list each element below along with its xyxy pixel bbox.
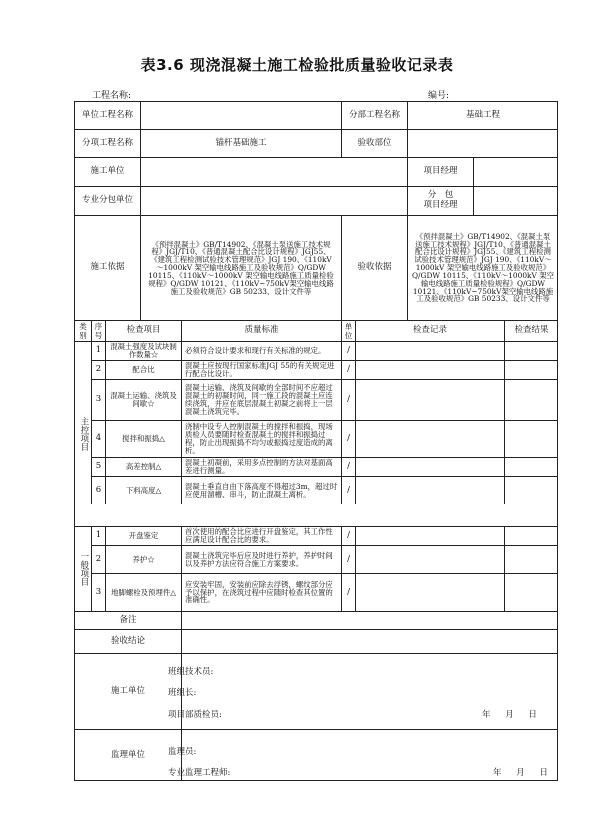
construction-unit-value[interactable]: [140, 157, 407, 186]
general-group-label: 一般项目: [74, 526, 91, 611]
division-value[interactable]: 基础工程: [407, 101, 558, 129]
item-standard: 必须符合设计要求和现行有关标准的规定。: [181, 341, 341, 360]
remark-value[interactable]: [181, 611, 558, 629]
item-record-cell[interactable]: [355, 420, 504, 457]
project-name-label: 工程名称:: [92, 91, 132, 101]
item-name: 开盘鉴定: [105, 526, 181, 545]
item-standard: 混凝土运输、浇筑及间歇的全部时间不应超过混凝土的初凝时间，同一施工段的混凝土应连续浇筑，并应在底层混凝土初凝之前将上一层混凝土浇筑完毕。: [181, 379, 341, 420]
item-seq: 2: [91, 360, 105, 379]
item-seq: 5: [91, 457, 105, 476]
project-qc-label: 项目部质检员:: [168, 710, 222, 720]
item-record-cell[interactable]: [355, 341, 504, 360]
serial-number-label: 编号:: [428, 91, 450, 101]
category-header: 类别: [74, 320, 91, 341]
item-unit: /: [341, 476, 355, 504]
item-record-cell[interactable]: [355, 379, 504, 420]
item-standard: 混凝土垂直自由下落高度不得超过3m，超过时应使用溜槽、串斗，防止混凝土离析。: [181, 476, 341, 504]
item-name: 下料高度△: [105, 476, 181, 504]
main-control-group-label: 主控项目: [74, 341, 91, 526]
item-name: 养护☆: [105, 545, 181, 573]
item-unit: /: [341, 526, 355, 545]
item-name: 高差控制△: [105, 457, 181, 476]
construction-unit-label: 施工单位: [74, 157, 140, 186]
item-standard: 混凝土浇筑完毕后应及时进行养护，养护时间以及养护方法应符合施工方案要求。: [181, 545, 341, 573]
item-name: 配合比: [105, 360, 181, 379]
item-name: 地脚螺栓及预埋件△: [105, 573, 181, 611]
subdivision-value[interactable]: 锚杆基础施工: [140, 129, 341, 157]
subcontract-manager-value[interactable]: [473, 186, 558, 215]
team-leader-label: 班组长:: [168, 688, 197, 698]
acceptance-basis-text: 《预拌混凝土》GB/T14902、《混凝土泵送施工技术规程》JGJ/T10、《普通混凝土配合比设计规程》JGJ55、《建筑工程检测试验技术管理规范》JGJ 190、《110kV～1000kV 架空输电线路施工及验收规范》Q/GDW 10115、《110kV～1000kV 架空输电线路施工质量检验规程》Q/GDW 10121、《110kV~750kV架空输电线路施工及验收规范》GB 50233、设计文件等: [407, 215, 558, 320]
construction-date: 年 月 日: [482, 710, 537, 720]
construction-basis-text: 《预拌混凝土》GB/T14902、《混凝土泵送施工技术规程》JGJ/T10、《普通混凝土配合比设计规程》JGJ55、《建筑工程检测试验技术管理规范》JGJ 190、《110kV～1000kV 架空输电线路施工及验收规范》Q/GDW 10115、《110kV～1000kV 架空输电线路施工质量检验规程》Q/GDW 10121、《110kV~750kV架空输电线路施工及验收规范》GB 50233、设计文件等: [140, 215, 341, 320]
item-result-cell[interactable]: [504, 526, 558, 545]
page-title: 表3.6 现浇混凝土施工检验批质量验收记录表: [140, 56, 454, 74]
subcontract-manager-label: 分 包 项目经理: [407, 186, 473, 215]
item-record-cell[interactable]: [355, 360, 504, 379]
acceptance-part-label: 验收部位: [341, 129, 407, 157]
project-manager-label: 项目经理: [407, 157, 473, 186]
construction-sign-label: 施工单位: [74, 653, 181, 729]
item-unit: /: [341, 545, 355, 573]
item-record-cell[interactable]: [355, 573, 504, 611]
item-seq: 3: [91, 379, 105, 420]
item-result-cell[interactable]: [504, 379, 558, 420]
item-record-cell[interactable]: [355, 476, 504, 504]
item-unit: /: [341, 573, 355, 611]
item-unit: /: [341, 379, 355, 420]
item-standard: 混凝土应按现行国家标准JGJ 55的有关规定进行配合比设计。: [181, 360, 341, 379]
result-header: 检查结果: [504, 320, 558, 341]
item-unit: /: [341, 457, 355, 476]
acceptance-part-value[interactable]: [407, 129, 558, 157]
conclusion-label: 验收结论: [74, 629, 181, 653]
item-record-cell[interactable]: [355, 457, 504, 476]
item-result-cell[interactable]: [504, 420, 558, 457]
item-result-cell[interactable]: [504, 457, 558, 476]
item-result-cell[interactable]: [504, 341, 558, 360]
supervision-sign-label: 监理单位: [74, 729, 181, 781]
item-record-cell[interactable]: [355, 526, 504, 545]
item-record-cell[interactable]: [355, 545, 504, 573]
item-unit: /: [341, 341, 355, 360]
supervisor-label: 监理员:: [168, 747, 197, 757]
item-name: 混凝土强度及试块制作数量☆: [105, 341, 181, 360]
item-unit: /: [341, 420, 355, 457]
conclusion-value[interactable]: [181, 629, 558, 653]
item-seq: 6: [91, 476, 105, 504]
item-seq: 3: [91, 573, 105, 611]
item-name: 搅拌和振捣△: [105, 420, 181, 457]
item-seq: 4: [91, 420, 105, 457]
acceptance-basis-label: 验收依据: [341, 215, 407, 320]
item-result-cell[interactable]: [504, 573, 558, 611]
item-seq: 1: [91, 341, 105, 360]
division-label: 分部工程名称: [341, 101, 407, 129]
subcontract-unit-label: 专业分包单位: [74, 186, 140, 215]
construction-basis-label: 施工依据: [74, 215, 140, 320]
item-name: 混凝土运输、浇筑及间歇☆: [105, 379, 181, 420]
subdivision-label: 分项工程名称: [74, 129, 140, 157]
item-result-cell[interactable]: [504, 360, 558, 379]
item-result-cell[interactable]: [504, 545, 558, 573]
team-technician-label: 班组技术员:: [168, 667, 214, 677]
item-unit: /: [341, 360, 355, 379]
item-standard: 混凝土初凝前，采用多点控制的方法对基面高差进行测量。: [181, 457, 341, 476]
item-result-cell[interactable]: [504, 476, 558, 504]
item-standard: 浇制中设专人控制混凝土的搅拌和振捣，现场质检人员要随时检查混凝土的搅拌和振捣过程，防止出现振捣不均匀或振捣过度造成的离析。: [181, 420, 341, 457]
item-standard: 首次使用的配合比应进行开盘鉴定，其工作性应满足设计配合比的要求。: [181, 526, 341, 545]
subcontract-unit-value[interactable]: [140, 186, 407, 215]
supervision-date: 年 月 日: [493, 768, 548, 778]
standard-header: 质量标准: [181, 320, 341, 341]
seq-header: 序号: [91, 320, 105, 341]
remark-label: 备注: [74, 611, 181, 629]
unit-project-value[interactable]: [140, 101, 341, 129]
item-seq: 1: [91, 526, 105, 545]
item-seq: 2: [91, 545, 105, 573]
record-header: 检查记录: [355, 320, 504, 341]
unit-project-label: 单位工程名称: [74, 101, 140, 129]
item-header: 检查项目: [105, 320, 181, 341]
chief-engineer-label: 专业监理工程师:: [168, 768, 231, 778]
project-manager-value[interactable]: [473, 157, 558, 186]
unit-header: 单位: [341, 320, 355, 341]
item-standard: 应安装牢固，安装前应除去浮锈，螺纹部分应予以保护，在浇筑过程中应随时检查其位置的准确性。: [181, 573, 341, 611]
